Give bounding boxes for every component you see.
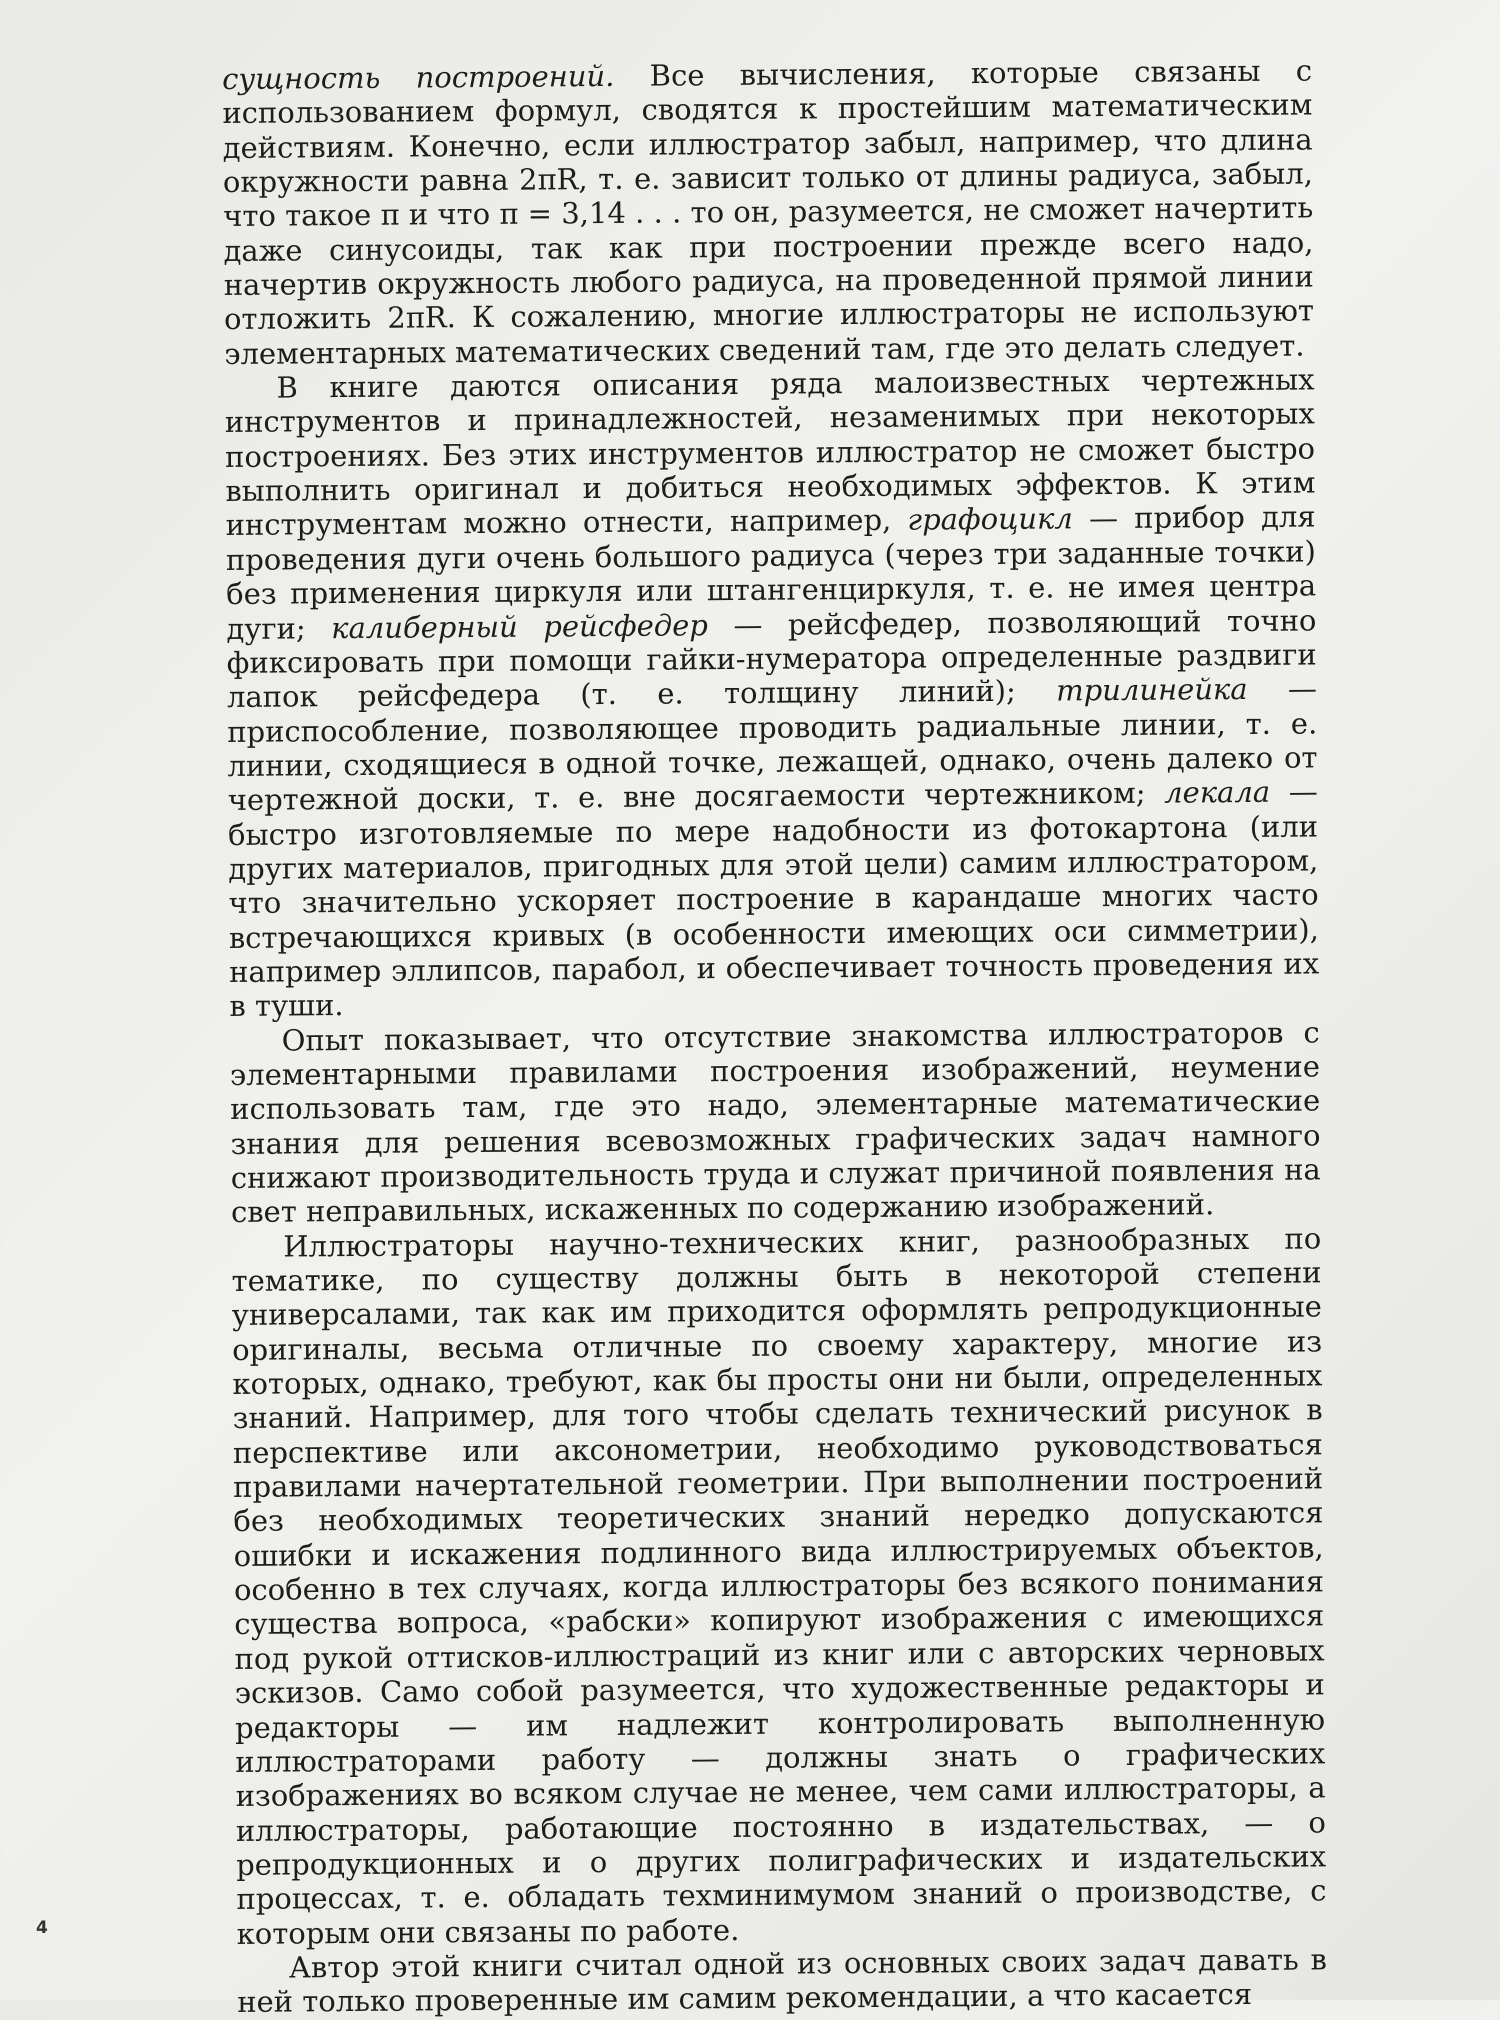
- paragraph-1-text-2: Все вычисления, которые связаны с использованием формул, сводятся к простейшим математическим действиям. Конечно, если иллюстратор забыл, например, что длина окружности равна 2πR, т. е. зависит только от длины радиуса, забыл, что такое π и что π = 3,14 . . . то он, разумеется, не сможет начертить даже синусоиды, так как при построении прежде всего надо, начертив окружность любого радиуса, на проведенной прямой линии отложить 2πR. К сожалению, многие иллюстраторы не используют элементарных математических сведений там, где это делать следует.: [222, 53, 1315, 371]
- paragraph-3: [230, 1015, 1322, 1230]
- term-grafotsikl: графоцикл: [907, 501, 1073, 538]
- paragraph-5-text-1: Автор этой книги считал одной из основных своих задач давать в ней только проверенные им самим рекомендации, а что касается: [237, 1942, 1328, 2020]
- term-trilineika: трилинейка: [1056, 672, 1248, 708]
- page-text: [222, 53, 1327, 2019]
- paragraph-1-text-1: сущность построений.: [222, 58, 615, 96]
- paragraph-3-text-1: Опыт показывает, что отсутствие знакомства иллюстраторов с элементарными правилами построения изображений, неумение использовать там, где это надо, элементарные математические знания для решения всевозможных графических задач намного снижают производительность труда и служат причиной появления на свет неправильных, искаженных по содержанию изображений.: [229, 1015, 1321, 1230]
- paragraph-4: [231, 1221, 1327, 1951]
- paragraph-4-text-1: Иллюстраторы научно-технических книг, разнообразных по тематике, по существу должны быть в некоторой степени универсалами, так как им приходится оформлять репродукционные оригиналы, весьма отличные по своему характеру, многие из которых, однако, требуют, как бы просты они ни были, определенных знаний. Например, для того чтобы сделать технический рисунок в перспективе или аксонометрии, необходимо руководствоваться правилами начертательной геометрии. При выполнении построений без необходимых теоретических знаний нередко допускаются ошибки и искажения подлинного вида иллюстрируемых объектов, особенно в тех случаях, когда иллюстраторы без всякого понимания существа вопроса, «рабски» копируют изображения с имеющихся под рукой оттисков-иллюстраций из книг или с авторских черновых эскизов. Само собой разумеется, что художественные редакторы и редакторы — им надлежит контролировать выполненную иллюстраторами работу — должны знать о графических изображениях во всяком случае не менее, чем сами иллюстраторы, а иллюстраторы, работающие постоянно в издательствах, — о репродукционных и о других полиграфических и издательских процессах, т. е. обладать техминимумом знаний о производстве, с которым они связаны по работе.: [231, 1221, 1327, 1951]
- paragraph-2-text-7: — приспособление, позволяющее проводить радиальные линии, т. е. линии, сходящиеся в одной точке, лежащей, однако, очень далеко от чертежной доски, т. е. вне досягаемости чертежником;: [227, 671, 1318, 818]
- paragraph-2-text-1: В книге даются описания ряда малоизвестных чертежных инструментов и принадлежностей, незаменимых при некоторых построениях. Без этих инструментов иллюстратор не сможет быстро выполнить оригинал и добиться необходимых эффектов. К этим инструментам можно отнести, например,: [224, 362, 1316, 543]
- term-kalibernyi-reisfeder: калиберный рейсфедер: [331, 607, 709, 645]
- term-lekala: лекала: [1164, 775, 1271, 810]
- paragraph-1: [222, 53, 1314, 371]
- page-number: 4: [36, 1918, 48, 1938]
- paragraph-2-text-9: — быстро изготовляемые по мере надобности из фотокартона (или других материалов, пригодных для этой цели) самим иллюстратором, что значительно ускоряет построение в карандаше многих часто встречающихся кривых (в особенности имеющих оси симметрии), например эллипсов, парабол, и обеспечивает точность проведения их в туши.: [227, 774, 1320, 1024]
- paragraph-2: [224, 363, 1319, 1024]
- paragraph-2-text-5: — рейсфедер, позволяющий точно фиксировать при помощи гайки-нумератора определенные раздвиги лапок рейсфедера (т. е. толщину линий);: [226, 602, 1317, 715]
- paragraph-5: [237, 1942, 1328, 2019]
- paragraph-2-text-3: — прибор для проведения дуги очень большого радиуса (через три заданные точки) без применения циркуля или штангенциркуля, т. е. не имея центра дуги;: [225, 499, 1317, 646]
